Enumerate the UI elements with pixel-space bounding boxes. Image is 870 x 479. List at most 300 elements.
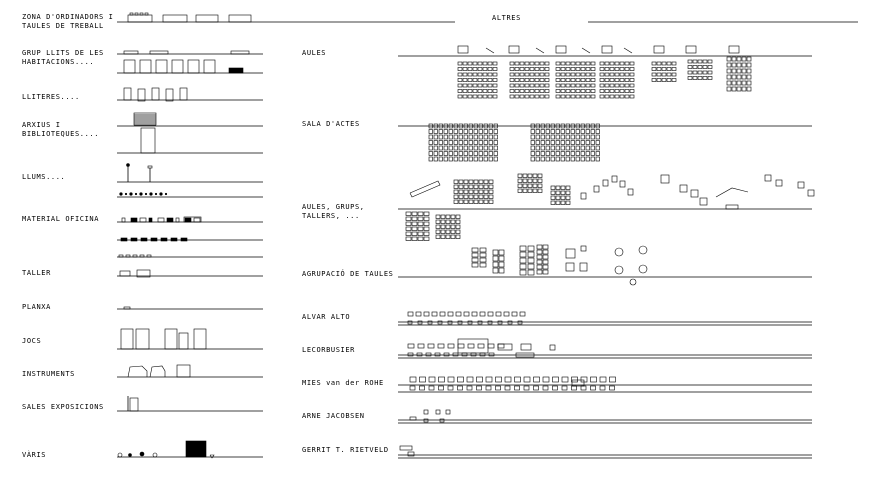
furniture-block (429, 130, 433, 134)
furniture-block (531, 152, 535, 156)
furniture-block (521, 344, 531, 350)
furniture-block (464, 190, 468, 194)
furniture-block (693, 77, 697, 80)
furniture-block (520, 84, 524, 87)
furniture-block (541, 157, 545, 161)
furniture-block (620, 95, 624, 98)
furniture-block (453, 353, 458, 356)
furniture-block (571, 62, 575, 65)
furniture-block (536, 157, 540, 161)
furniture-block (484, 146, 488, 150)
furniture-block (439, 135, 443, 139)
furniture-block (630, 84, 634, 87)
furniture-block (150, 366, 165, 377)
furniture-block (530, 95, 534, 98)
furniture-block (489, 180, 493, 184)
furniture-block (566, 249, 575, 258)
furniture-block (605, 90, 609, 93)
label-agrupacio-taules: AGRUPACIÓ DE TAULES (302, 270, 394, 278)
furniture-block (553, 386, 558, 390)
furniture-block (434, 130, 438, 134)
furniture-block (124, 307, 130, 309)
furniture-block (561, 141, 565, 145)
furniture-block (667, 73, 671, 76)
furniture-block (680, 185, 687, 192)
furniture-block (698, 71, 702, 74)
furniture-block (591, 62, 595, 65)
furniture-block (141, 128, 155, 153)
furniture-block (566, 201, 570, 205)
furniture-block (639, 265, 647, 273)
furniture-block (454, 180, 458, 184)
furniture-block (165, 193, 167, 195)
furniture-block (231, 51, 249, 54)
furniture-block (441, 215, 445, 219)
furniture-block (576, 62, 580, 65)
furniture-block (158, 218, 164, 222)
furniture-block (620, 181, 625, 187)
furniture-block (444, 353, 449, 356)
furniture-block (737, 69, 741, 73)
furniture-block (581, 79, 585, 82)
furniture-block (493, 90, 497, 93)
furniture-block (449, 135, 453, 139)
furniture-block (463, 68, 467, 71)
furniture-block (610, 90, 614, 93)
furniture-block (586, 95, 590, 98)
furniture-block (436, 410, 440, 414)
furniture-block (586, 90, 590, 93)
furniture-block (553, 377, 559, 382)
furniture-block (469, 152, 473, 156)
label-aules-grups: AULES, GRUPS, TALLERS, ... (302, 203, 365, 220)
furniture-block (512, 312, 517, 316)
furniture-block (600, 73, 604, 76)
furniture-block (459, 152, 463, 156)
furniture-block (493, 250, 498, 255)
furniture-block (708, 77, 712, 80)
furniture-block (510, 95, 514, 98)
furniture-block (444, 152, 448, 156)
furniture-block (550, 345, 555, 350)
furniture-block (520, 258, 526, 263)
furniture-block (121, 238, 127, 241)
furniture-block (172, 60, 183, 73)
furniture-block (479, 180, 483, 184)
furniture-block (703, 71, 707, 74)
furniture-block (520, 79, 524, 82)
furniture-block (572, 377, 578, 382)
furniture-block (538, 189, 542, 193)
furniture-block (571, 135, 575, 139)
furniture-block (418, 232, 423, 236)
furniture-block (716, 188, 748, 197)
furniture-block (703, 77, 707, 80)
label-sala-actes: SALA D'ACTES (302, 120, 360, 128)
furniture-block (488, 79, 492, 82)
furniture-block (464, 152, 468, 156)
furniture-block (499, 256, 504, 261)
furniture-block (652, 62, 656, 65)
furniture-block (586, 146, 590, 150)
furniture-block (479, 190, 483, 194)
furniture-block (479, 157, 483, 161)
furniture-block (533, 174, 537, 178)
furniture-block (464, 180, 468, 184)
furniture-block (129, 454, 132, 457)
furniture-block (464, 146, 468, 150)
furniture-blocks (118, 13, 814, 458)
furniture-block (742, 87, 746, 91)
furniture-block (454, 185, 458, 189)
furniture-block (615, 62, 619, 65)
furniture-block (737, 87, 741, 91)
furniture-block (488, 73, 492, 76)
furniture-block (551, 135, 555, 139)
furniture-block (566, 152, 570, 156)
furniture-block (543, 377, 549, 382)
furniture-block (454, 141, 458, 145)
furniture-block (483, 62, 487, 65)
furniture-block (561, 135, 565, 139)
furniture-block (531, 135, 535, 139)
furniture-block (496, 377, 502, 382)
furniture-block (672, 79, 676, 82)
furniture-block (537, 270, 542, 274)
furniture-block (477, 386, 482, 390)
furniture-block (515, 73, 519, 76)
furniture-block (464, 157, 468, 161)
furniture-block (424, 217, 429, 221)
furniture-block (480, 253, 486, 257)
furniture-block (510, 68, 514, 71)
furniture-block (454, 146, 458, 150)
furniture-block (596, 135, 600, 139)
furniture-block (449, 157, 453, 161)
furniture-block (581, 73, 585, 76)
furniture-block (566, 141, 570, 145)
furniture-block (472, 253, 478, 257)
furniture-block (412, 237, 417, 241)
furniture-block (576, 79, 580, 82)
furniture-block (410, 181, 440, 197)
furniture-block (630, 90, 634, 93)
furniture-block (434, 135, 438, 139)
furniture-block (446, 220, 450, 224)
furniture-block (556, 68, 560, 71)
furniture-block (732, 57, 736, 61)
furniture-block (586, 62, 590, 65)
furniture-block (540, 68, 544, 71)
furniture-block (449, 141, 453, 145)
furniture-block (458, 386, 463, 390)
furniture-block (605, 73, 609, 76)
furniture-block (128, 366, 147, 377)
furniture-block (448, 312, 453, 316)
furniture-block (412, 212, 417, 216)
furniture-block (556, 157, 560, 161)
furniture-block (581, 146, 585, 150)
furniture-block (556, 141, 560, 145)
furniture-block (551, 152, 555, 156)
furniture-block (556, 62, 560, 65)
furniture-block (441, 220, 445, 224)
furniture-block (493, 68, 497, 71)
furniture-block (586, 84, 590, 87)
furniture-block (541, 152, 545, 156)
furniture-block (615, 79, 619, 82)
furniture-block (484, 152, 488, 156)
furniture-block (742, 75, 746, 79)
furniture-block (493, 62, 497, 65)
furniture-block (210, 455, 214, 458)
furniture-block (591, 146, 595, 150)
furniture-block (449, 146, 453, 150)
furniture-block (615, 248, 623, 256)
furniture-block (534, 377, 540, 382)
furniture-block (518, 189, 522, 193)
furniture-block (566, 191, 570, 195)
furniture-block (535, 84, 539, 87)
furniture-block (562, 377, 568, 382)
furniture-block (464, 195, 468, 199)
furniture-block (520, 312, 525, 316)
furniture-block (484, 185, 488, 189)
furniture-block (625, 68, 629, 71)
furniture-block (747, 87, 751, 91)
furniture-block (488, 68, 492, 71)
furniture-block (541, 130, 545, 134)
furniture-block (474, 135, 478, 139)
furniture-block (418, 212, 423, 216)
furniture-block (489, 200, 493, 204)
furniture-block (556, 186, 560, 190)
furniture-block (479, 195, 483, 199)
furniture-block (151, 238, 157, 241)
furniture-block (504, 312, 509, 316)
furniture-block (424, 222, 429, 226)
furniture-block (540, 84, 544, 87)
furniture-block (652, 73, 656, 76)
furniture-block (556, 135, 560, 139)
furniture-block (571, 141, 575, 145)
furniture-block (533, 189, 537, 193)
furniture-block (535, 73, 539, 76)
furniture-block (525, 84, 529, 87)
furniture-block (456, 235, 460, 239)
furniture-block (591, 141, 595, 145)
furniture-block (412, 222, 417, 226)
furniture-block (620, 73, 624, 76)
furniture-block (566, 146, 570, 150)
furniture-block (194, 329, 206, 349)
furniture-block (571, 146, 575, 150)
furniture-block (454, 135, 458, 139)
furniture-block (474, 152, 478, 156)
furniture-block (463, 62, 467, 65)
furniture-block (498, 344, 512, 350)
furniture-block (561, 62, 565, 65)
furniture-block (484, 141, 488, 145)
furniture-block (508, 321, 512, 324)
furniture-block (594, 186, 599, 192)
furniture-block (483, 84, 487, 87)
furniture-block (540, 73, 544, 76)
furniture-block (625, 73, 629, 76)
furniture-block (469, 141, 473, 145)
furniture-block (434, 152, 438, 156)
furniture-block (538, 179, 542, 183)
furniture-block (625, 79, 629, 82)
furniture-block (454, 130, 458, 134)
furniture-block (523, 174, 527, 178)
furniture-block (581, 90, 585, 93)
furniture-block (657, 68, 661, 71)
furniture-block (571, 152, 575, 156)
furniture-block (576, 135, 580, 139)
furniture-block (536, 152, 540, 156)
furniture-block (418, 237, 423, 241)
furniture-block (160, 193, 163, 196)
furniture-block (204, 60, 215, 73)
furniture-block (432, 312, 437, 316)
furniture-block (188, 60, 199, 73)
furniture-block (406, 232, 411, 236)
furniture-block (229, 68, 243, 73)
label-planxa: PLANXA (22, 303, 51, 311)
furniture-block (572, 386, 577, 390)
furniture-block (494, 157, 498, 161)
furniture-block (530, 73, 534, 76)
furniture-block (459, 135, 463, 139)
furniture-block (732, 87, 736, 91)
furniture-block (464, 130, 468, 134)
furniture-block (610, 386, 615, 390)
furniture-block (524, 386, 529, 390)
furniture-block (483, 79, 487, 82)
furniture-block (473, 68, 477, 71)
furniture-block (727, 57, 731, 61)
furniture-block (124, 88, 131, 100)
furniture-block (488, 95, 492, 98)
furniture-block (581, 152, 585, 156)
furniture-block (448, 321, 452, 324)
furniture-block (525, 68, 529, 71)
furniture-block (582, 48, 590, 53)
furniture-block (520, 264, 526, 269)
furniture-block (469, 190, 473, 194)
furniture-block (449, 152, 453, 156)
furniture-block (605, 62, 609, 65)
furniture-block (473, 90, 477, 93)
furniture-block (121, 329, 133, 349)
furniture-block (551, 196, 555, 200)
furniture-block (576, 95, 580, 98)
furniture-block (468, 84, 472, 87)
furniture-block (732, 75, 736, 79)
furniture-block (698, 77, 702, 80)
furniture-block (138, 89, 145, 101)
furniture-block (478, 79, 482, 82)
furniture-block (499, 250, 504, 255)
furniture-block (434, 157, 438, 161)
furniture-block (454, 190, 458, 194)
furniture-block (561, 95, 565, 98)
furniture-block (556, 130, 560, 134)
furniture-block (472, 258, 478, 262)
furniture-block (130, 193, 133, 196)
furniture-block (489, 157, 493, 161)
furniture-block (493, 262, 498, 267)
furniture-block (486, 377, 492, 382)
furniture-block (140, 218, 146, 222)
furniture-block (545, 79, 549, 82)
furniture-block (581, 68, 585, 71)
furniture-block (458, 377, 464, 382)
furniture-block (600, 84, 604, 87)
furniture-block (406, 222, 411, 226)
furniture-block (472, 312, 477, 316)
furniture-block (536, 130, 540, 134)
furniture-block (515, 68, 519, 71)
furniture-block (747, 69, 751, 73)
furniture-block (456, 215, 460, 219)
furniture-block (119, 255, 123, 257)
furniture-block (454, 157, 458, 161)
furniture-block (480, 258, 486, 262)
furniture-block (586, 79, 590, 82)
furniture-block (525, 95, 529, 98)
furniture-block (541, 146, 545, 150)
furniture-block (510, 79, 514, 82)
furniture-block (180, 88, 187, 100)
furniture-block (451, 220, 455, 224)
furniture-block (545, 68, 549, 71)
furniture-block (556, 146, 560, 150)
furniture-block (420, 386, 425, 390)
furniture-block (458, 84, 462, 87)
furniture-block (561, 186, 565, 190)
furniture-block (533, 179, 537, 183)
furniture-block (742, 81, 746, 85)
furniture-block (620, 84, 624, 87)
furniture-block (726, 205, 738, 209)
furniture-block (551, 146, 555, 150)
furniture-block (742, 57, 746, 61)
furniture-block (140, 452, 144, 456)
label-taller: TALLER (22, 269, 51, 277)
furniture-block (551, 130, 555, 134)
furniture-block (518, 321, 522, 324)
furniture-block (410, 377, 416, 382)
furniture-block (624, 48, 632, 53)
furniture-block (543, 270, 548, 274)
furniture-block (186, 441, 206, 457)
furniture-block (489, 146, 493, 150)
furniture-block (742, 69, 746, 73)
furniture-block (127, 164, 130, 167)
furniture-block (494, 130, 498, 134)
label-instruments: INSTRUMENTS (22, 370, 75, 378)
furniture-block (700, 198, 707, 205)
furniture-block (456, 225, 460, 229)
furniture-block (429, 377, 435, 382)
furniture-block (488, 90, 492, 93)
furniture-block (535, 90, 539, 93)
furniture-block (798, 182, 804, 188)
furniture-block (458, 339, 488, 353)
furniture-block (436, 235, 440, 239)
